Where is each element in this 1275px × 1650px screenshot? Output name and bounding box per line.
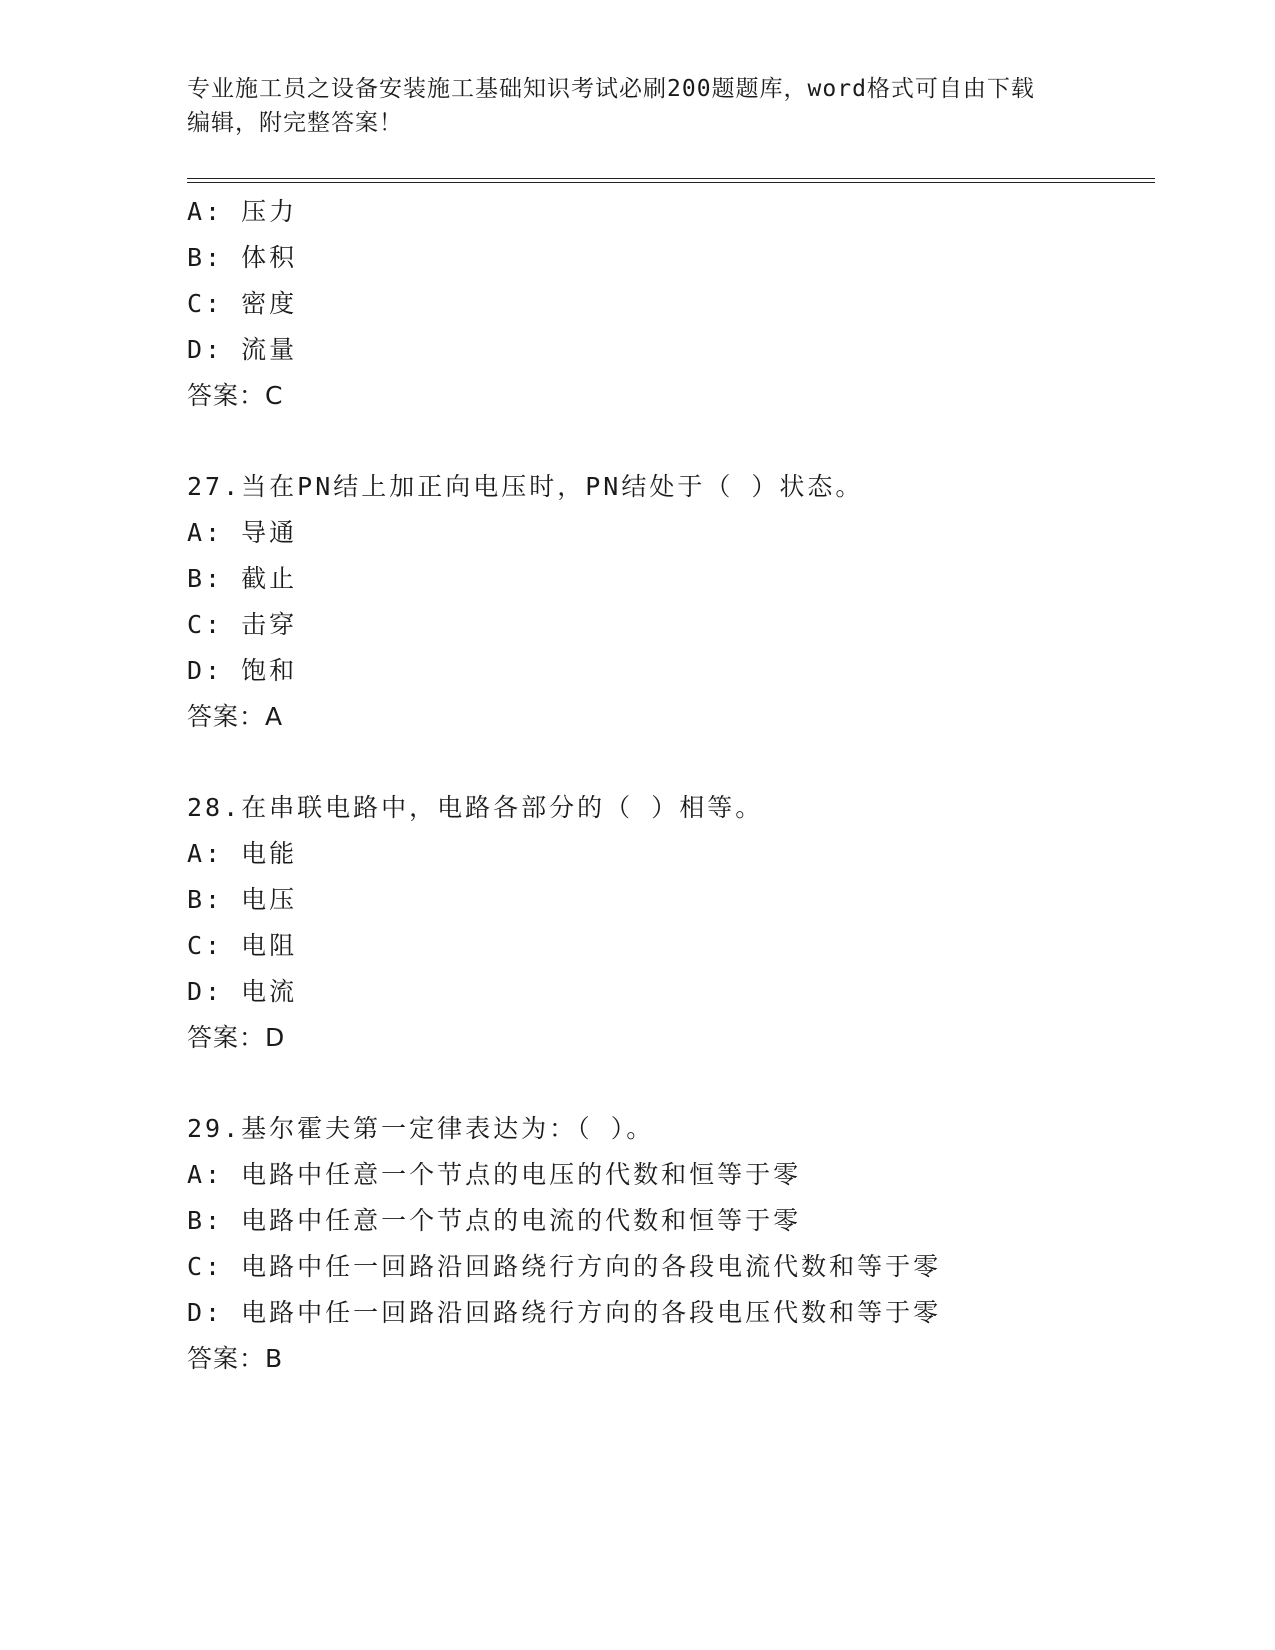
spacer <box>187 740 1147 785</box>
question-text: 27.当在PN结上加正向电压时，PN结处于（ ）状态。 <box>187 472 864 501</box>
spacer <box>187 1061 1147 1106</box>
spacer <box>187 419 1147 464</box>
option-b: B: 体积 <box>187 243 298 272</box>
option-c: C: 电路中任一回路沿回路绕行方向的各段电流代数和等于零 <box>187 1252 942 1281</box>
option-d: D: 流量 <box>187 335 298 364</box>
header-double-rule <box>187 178 1155 183</box>
option-d: D: 电路中任一回路沿回路绕行方向的各段电压代数和等于零 <box>187 1298 942 1327</box>
option-b: B: 电压 <box>187 885 298 914</box>
question-27 <box>187 464 1147 740</box>
header-line-2: 编辑，附完整答案！ <box>187 110 403 136</box>
question-26 <box>187 189 1147 419</box>
answer: 答案：C <box>187 381 284 410</box>
option-d: D: 电流 <box>187 977 298 1006</box>
option-d: D: 饱和 <box>187 656 298 685</box>
answer: 答案：D <box>187 1023 286 1052</box>
header-line-1: 专业施工员之设备安装施工基础知识考试必刷200题题库，word格式可自由下载 <box>187 76 1035 102</box>
option-b: B: 截止 <box>187 564 298 593</box>
option-b: B: 电路中任意一个节点的电流的代数和恒等于零 <box>187 1206 802 1235</box>
question-28 <box>187 785 1147 1061</box>
option-c: C: 电阻 <box>187 931 298 960</box>
question-list <box>187 189 1147 1382</box>
answer: 答案：A <box>187 702 284 731</box>
option-a: A: 电能 <box>187 839 298 868</box>
option-a: A: 导通 <box>187 518 298 547</box>
question-29 <box>187 1106 1147 1382</box>
question-text: 29.基尔霍夫第一定律表达为：（ ）。 <box>187 1114 655 1143</box>
option-c: C: 密度 <box>187 289 298 318</box>
option-a: A: 压力 <box>187 197 298 226</box>
document-header <box>187 72 1087 140</box>
option-a: A: 电路中任意一个节点的电压的代数和恒等于零 <box>187 1160 802 1189</box>
answer: 答案：B <box>187 1344 284 1373</box>
question-text: 28.在串联电路中，电路各部分的（ ）相等。 <box>187 793 764 822</box>
option-c: C: 击穿 <box>187 610 298 639</box>
